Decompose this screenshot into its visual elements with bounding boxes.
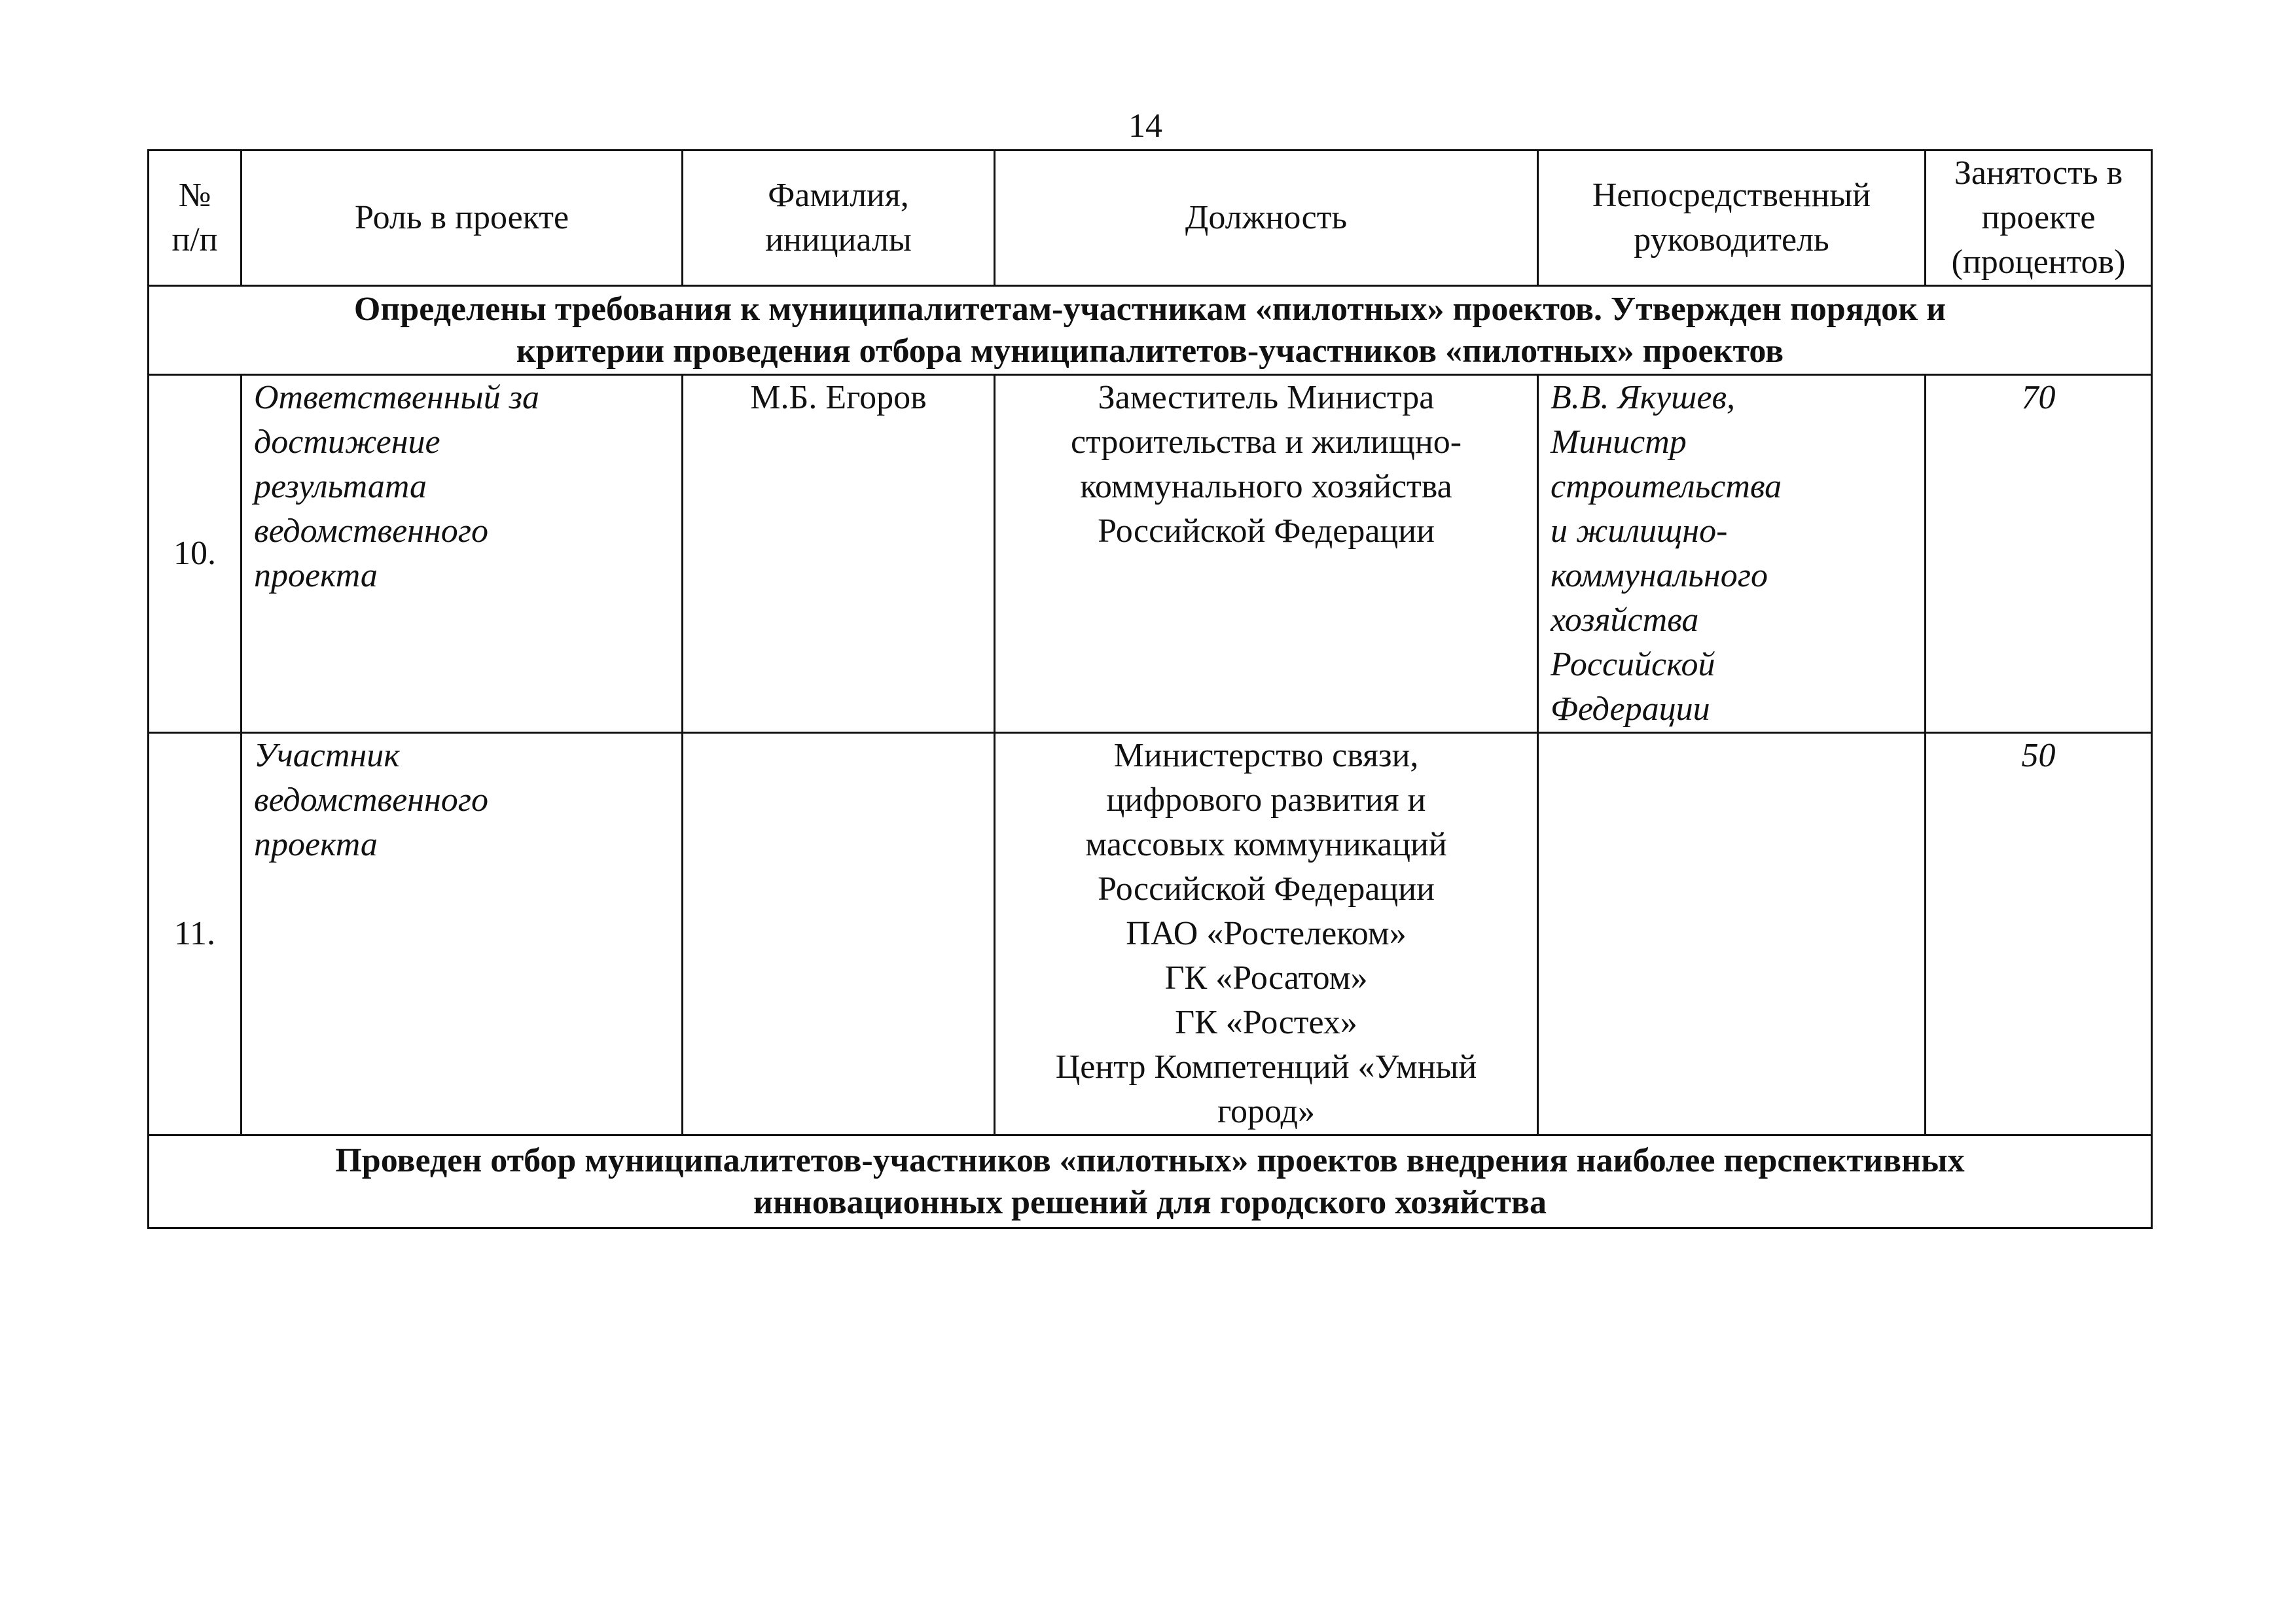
header-position: Должность bbox=[995, 151, 1538, 286]
role-cell: Ответственный за достижение результата ведомственного проекта bbox=[242, 375, 683, 733]
table-header-row bbox=[149, 151, 2152, 286]
section-heading-1: Определены требования к муниципалитетам-участникам «пилотных» проектов. Утвержден порядок и критерии проведения отбора муниципалитетов-участников «пилотных» проектов bbox=[149, 286, 2152, 375]
header-num: № п/п bbox=[149, 151, 242, 286]
project-roles-table bbox=[147, 149, 2153, 1229]
table-row bbox=[149, 733, 2152, 1135]
table-row bbox=[149, 375, 2152, 733]
header-share: Занятость в проекте (процентов) bbox=[1926, 151, 2152, 286]
header-supervisor: Непосредственный руководитель bbox=[1538, 151, 1926, 286]
position-cell: Министерство связи, цифрового развития и массовых коммуникаций Российской Федерации ПАО «Ростелеком» ГК «Росатом» ГК «Ростех» Центр Компетенций «Умный город» bbox=[995, 733, 1538, 1135]
row-number: 11. bbox=[149, 733, 242, 1135]
supervisor-cell: В.В. Якушев, Министр строительства и жилищно- коммунального хозяйства Российской Федерации bbox=[1538, 375, 1926, 733]
page-number: 14 bbox=[1128, 107, 1162, 145]
name-cell bbox=[683, 733, 995, 1135]
name-cell: М.Б. Егоров bbox=[683, 375, 995, 733]
position-cell: Заместитель Министра строительства и жилищно- коммунального хозяйства Российской Федерации bbox=[995, 375, 1538, 733]
supervisor-cell bbox=[1538, 733, 1926, 1135]
section-heading-2: Проведен отбор муниципалитетов-участников «пилотных» проектов внедрения наиболее перспективных инновационных решений для городского хозяйства bbox=[149, 1135, 2152, 1228]
section-heading-row bbox=[149, 1135, 2152, 1228]
section-heading-row bbox=[149, 286, 2152, 375]
share-cell: 70 bbox=[1926, 375, 2152, 733]
header-role: Роль в проекте bbox=[242, 151, 683, 286]
share-cell: 50 bbox=[1926, 733, 2152, 1135]
role-cell: Участник ведомственного проекта bbox=[242, 733, 683, 1135]
row-number: 10. bbox=[149, 375, 242, 733]
header-name: Фамилия, инициалы bbox=[683, 151, 995, 286]
